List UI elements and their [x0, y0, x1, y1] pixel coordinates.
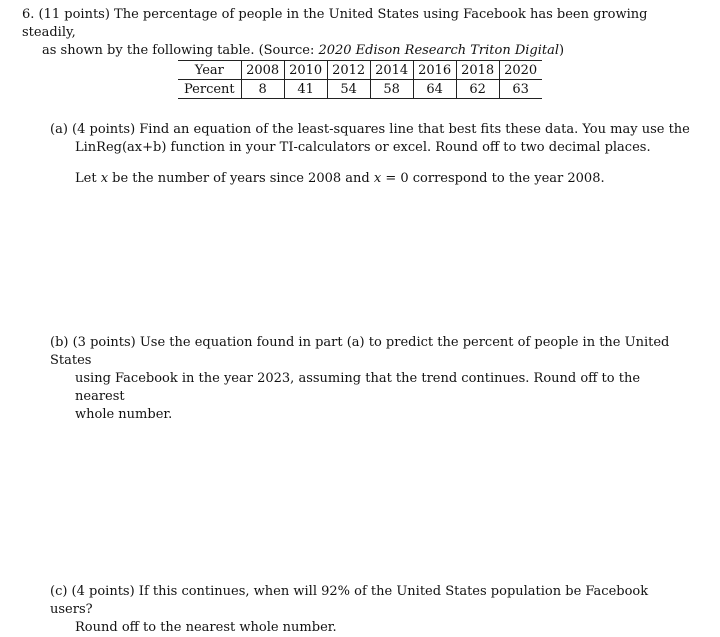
problem-line-1: 6. (11 points) The percentage of people in the United States using Facebook has been growing steadily,: [22, 7, 648, 40]
percent-cell: 62: [456, 80, 499, 99]
part-a-line-2: LinReg(ax+b) function in your TI-calculators or excel. Round off to two decimal places.: [75, 140, 651, 155]
year-header-cell: Year: [178, 61, 241, 80]
percent-cell: 8: [241, 80, 284, 99]
year-cell: 2020: [499, 61, 542, 80]
problem-line-2: [22, 42, 694, 60]
percent-cell: 58: [370, 80, 413, 99]
part-c-line-2: Round off to the nearest whole number.: [75, 620, 337, 635]
part-b-line-2: using Facebook in the year 2023, assuming that the trend continues. Round off to the nearest: [75, 371, 641, 404]
percent-cell: 41: [284, 80, 327, 99]
table-row-percent: [178, 80, 542, 99]
note-prefix: Let: [75, 171, 101, 186]
year-cell: 2008: [241, 61, 284, 80]
year-cell: 2012: [327, 61, 370, 80]
problem-line-2-prefix: as shown by the following table. (Source:: [42, 43, 319, 58]
part-b-line-3: whole number.: [75, 407, 173, 422]
table-row-year: [178, 61, 542, 80]
part-c-line-1: (c) (4 points) If this continues, when will 92% of the United States population be Facebook users?: [50, 584, 649, 617]
part-a-note: [75, 170, 695, 188]
problem-line-2-suffix: ): [559, 43, 565, 58]
part-b: [50, 334, 692, 424]
part-a: [50, 121, 692, 157]
facebook-usage-table: [178, 60, 542, 99]
percent-cell: 63: [499, 80, 542, 99]
percent-header-cell: Percent: [178, 80, 241, 99]
percent-cell: 54: [327, 80, 370, 99]
problem-statement: [22, 6, 694, 60]
year-cell: 2014: [370, 61, 413, 80]
variable-x: x: [373, 171, 382, 186]
source-citation: 2020 Edison Research Triton Digital: [318, 43, 560, 58]
part-c: [50, 583, 692, 637]
variable-x: x: [100, 171, 109, 186]
note-mid: be the number of years since 2008 and: [108, 171, 374, 186]
part-a-line-1: (a) (4 points) Find an equation of the least-squares line that best fits these data. You may use the: [50, 122, 690, 137]
year-cell: 2018: [456, 61, 499, 80]
note-suffix: = 0 correspond to the year 2008.: [381, 171, 605, 186]
percent-cell: 64: [413, 80, 456, 99]
year-cell: 2010: [284, 61, 327, 80]
part-b-line-1: (b) (3 points) Use the equation found in part (a) to predict the percent of people in the United States: [50, 335, 670, 368]
year-cell: 2016: [413, 61, 456, 80]
